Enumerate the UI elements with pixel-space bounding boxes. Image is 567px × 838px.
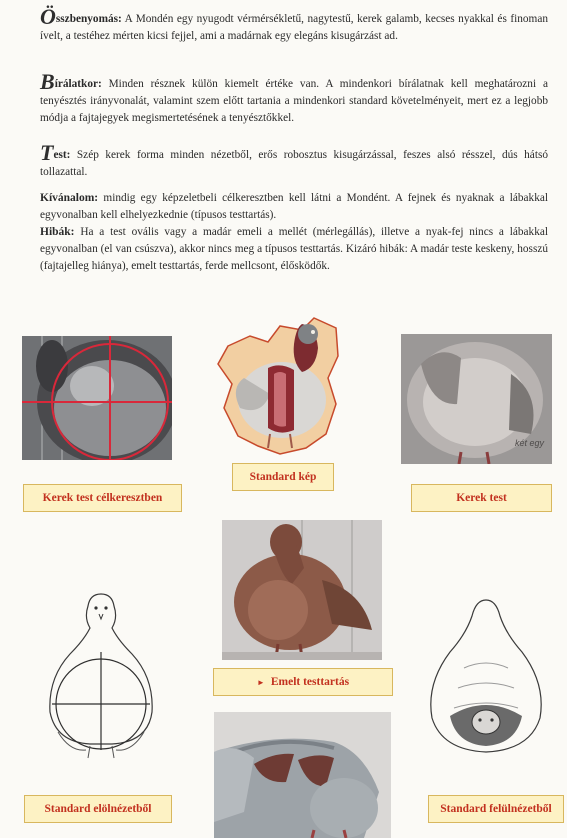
paragraph-hibak xyxy=(40,224,548,275)
paragraph-text: A Mondén egy nyugodt vérmérsékletű, nagytestű, kerek galamb, kecses nyakkal és finoman ívelt, a testéhez mérten kicsi fejjel, ami a madárnak egy elegáns kisugárzást ad. xyxy=(40,13,548,42)
paragraph-text: Ha a test ovális vagy a madár emeli a mellét (mérlegállás), illetve a nyak-fej nincs a lábakkal egyvonalban (el van csúszva), akkor nincs meg a típusos testtartás. Kizáró hibák: A madár teste keskeny, hosszú (fajtajelleg hiánya), emelt testtartás, ferde mellcsont, élősködők. xyxy=(40,226,548,272)
photo-round-body xyxy=(401,334,552,464)
paragraph-heading: Kívánalom: xyxy=(40,192,99,204)
paragraph-initial: B xyxy=(40,69,55,94)
paragraph-initial: Ö xyxy=(40,4,56,29)
photo-standard-picture xyxy=(210,308,346,458)
caption-kerek-test-celkereszt: Kerek test célkeresztben xyxy=(23,484,182,512)
photo-crosshair-body xyxy=(22,336,172,460)
paragraph-text: mindig egy képzeletbeli célkeresztben kell látni a Mondént. A fejnek és nyaknak a lábakkal egyvonalban kell elhelyezkednie (típusos testtartás). xyxy=(40,192,548,221)
paragraph-heading: est: xyxy=(53,149,71,161)
paragraph-osszbenyomas xyxy=(40,4,548,45)
photo-bottom-pigeon xyxy=(214,712,391,838)
photo-overlay-text: két egy xyxy=(515,438,545,448)
drawing-front-view xyxy=(40,592,162,760)
paragraph-biralatkor xyxy=(40,69,548,127)
paragraph-heading: sszbenyomás: xyxy=(55,13,122,25)
caption-emelt-testtartas-text: Emelt testtartás xyxy=(270,676,350,688)
caption-standard-elolnezet: Standard elölnézetből xyxy=(24,795,172,823)
paragraph-heading: írálatkor: xyxy=(54,78,102,90)
paragraph-kivanalom xyxy=(40,190,548,224)
arrow-marker-icon: ► xyxy=(256,678,265,687)
paragraph-text: Minden résznek külön kiemelt értéke van. A mindenkori bírálatnak kell meghatározni a tenyésztés irányvonalát, valamint szem előtt tartania a mindenkori standard követelményeit, mert ez a legjobb módja a fajtajegyek megismertetésének a tenyésztőkkel. xyxy=(40,78,548,124)
caption-emelt-testtartas xyxy=(213,668,393,696)
drawing-top-view xyxy=(420,598,552,758)
paragraph-text: Szép kerek forma minden nézetből, erős robosztus kisugárzással, feszes alsó résszel, dús hátsó tollazattal. xyxy=(40,149,548,178)
caption-standard-kep: Standard kép xyxy=(232,463,334,491)
caption-standard-felulnezet: Standard felülnézetből xyxy=(428,795,564,823)
paragraph-heading: Hibák: xyxy=(40,226,75,238)
paragraph-initial: T xyxy=(40,140,54,165)
photo-raised-posture xyxy=(222,520,382,660)
caption-kerek-test: Kerek test xyxy=(411,484,552,512)
paragraph-test xyxy=(40,140,548,181)
